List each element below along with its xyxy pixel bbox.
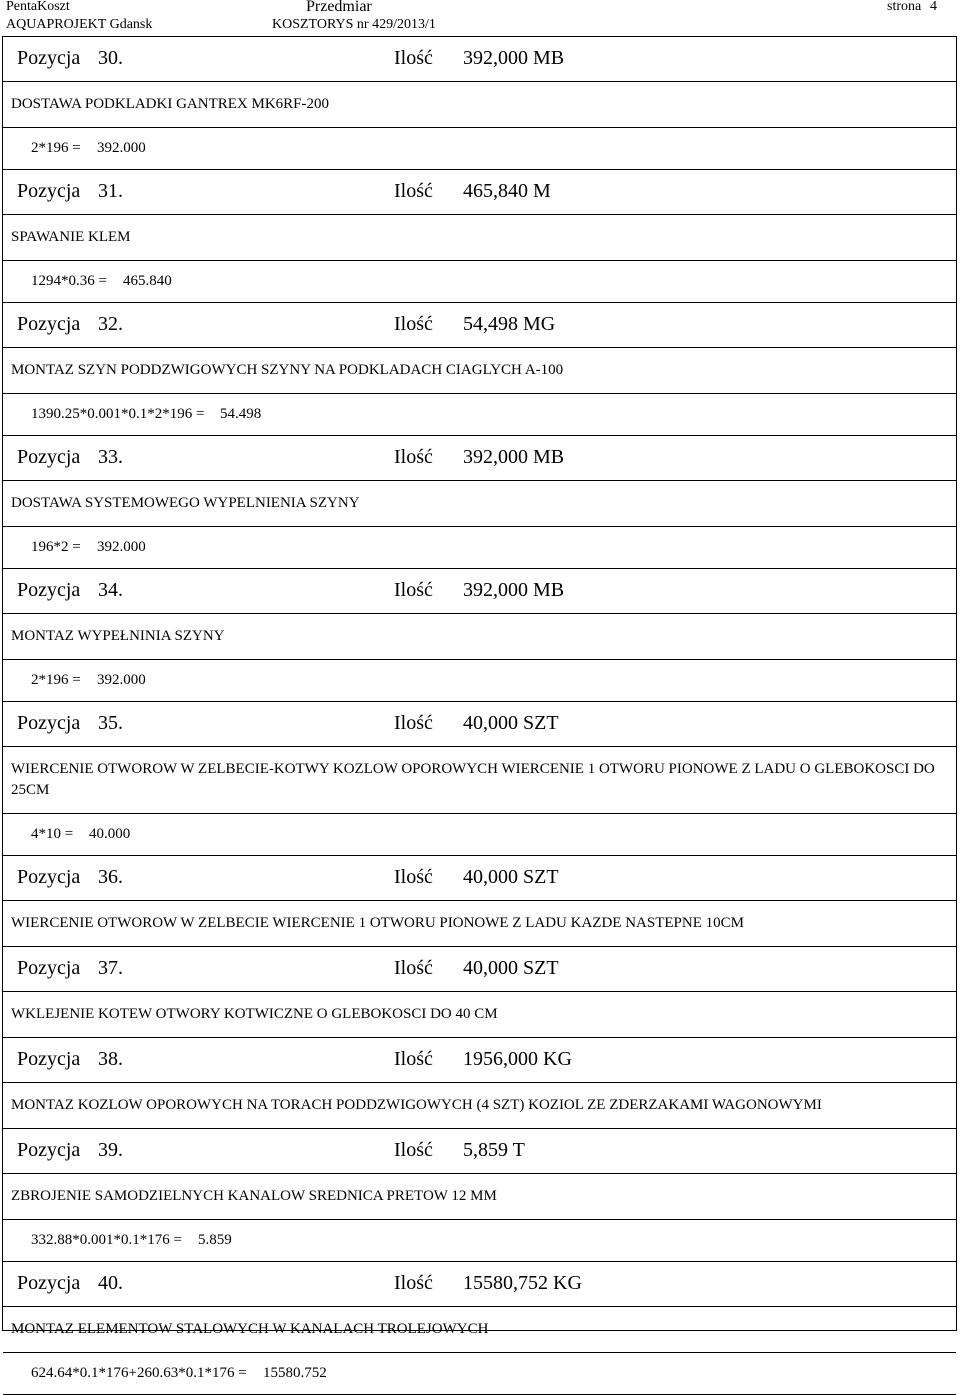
calculation-result: 54.498 — [220, 406, 262, 422]
document-title: Przedmiar — [306, 0, 372, 15]
position-number: 35. — [98, 712, 123, 734]
position-header — [3, 1038, 956, 1083]
position-label: Pozycja — [17, 712, 81, 734]
quantity-label: Ilość — [394, 180, 433, 202]
position-block — [3, 303, 956, 436]
calculation-result: 15580.752 — [263, 1365, 327, 1381]
quantity-label: Ilość — [394, 1139, 433, 1161]
quantity-value: 392,000 MB — [463, 579, 565, 601]
position-label: Pozycja — [17, 47, 81, 69]
position-number: 32. — [98, 313, 123, 335]
calculation-row — [3, 527, 956, 568]
position-block — [3, 947, 956, 1038]
position-label: Pozycja — [17, 1272, 81, 1294]
quantity-label: Ilość — [394, 313, 433, 335]
quantity-label: Ilość — [394, 446, 433, 468]
position-block — [3, 436, 956, 569]
position-description: DOSTAWA SYSTEMOWEGO WYPELNIENIA SZYNY — [3, 481, 956, 527]
position-label: Pozycja — [17, 866, 81, 888]
quantity-label: Ilość — [394, 1048, 433, 1070]
position-number: 31. — [98, 180, 123, 202]
position-block — [3, 702, 956, 856]
position-number: 34. — [98, 579, 123, 601]
position-header — [3, 856, 956, 901]
calculation-expression: 4*10 = — [31, 826, 74, 842]
quantity-value: 392,000 MB — [463, 47, 565, 69]
calculation-expression: 332.88*0.001*0.1*176 = — [31, 1232, 182, 1248]
calculation-expression: 2*196 = — [31, 140, 81, 156]
quantity-label: Ilość — [394, 1272, 433, 1294]
position-description: SPAWANIE KLEM — [3, 215, 956, 261]
position-header — [3, 569, 956, 614]
position-header — [3, 1262, 956, 1307]
calculation-expression: 624.64*0.1*176+260.63*0.1*176 = — [31, 1365, 247, 1381]
position-block — [3, 856, 956, 947]
position-header — [3, 170, 956, 215]
calculation-expression: 1390.25*0.001*0.1*2*196 = — [31, 406, 205, 422]
position-description: WKLEJENIE KOTEW OTWORY KOTWICZNE O GLEBOKOSCI DO 40 CM — [11, 1006, 498, 1022]
calculation-expression: 196*2 = — [31, 539, 81, 555]
position-number: 30. — [98, 47, 123, 69]
page-header — [0, 0, 960, 36]
calculation-result: 392.000 — [97, 539, 146, 555]
position-number: 36. — [98, 866, 123, 888]
position-number: 33. — [98, 446, 123, 468]
quantity-value: 40,000 SZT — [463, 866, 559, 888]
position-header — [3, 1129, 956, 1174]
position-number: 40. — [98, 1272, 123, 1294]
position-description: MONTAZ ELEMENTOW STALOWYCH W KANALACH TROLEJOWYCH — [3, 1307, 956, 1353]
position-block — [3, 1129, 956, 1262]
calculation-row — [3, 1353, 956, 1394]
calculation-result: 5.859 — [198, 1232, 232, 1248]
position-label: Pozycja — [17, 446, 81, 468]
calculation-row — [3, 128, 956, 169]
quantity-value: 40,000 SZT — [463, 957, 559, 979]
position-header — [3, 436, 956, 481]
page-number: 4 — [930, 0, 937, 14]
position-label: Pozycja — [17, 313, 81, 335]
position-description: WIERCENIE OTWOROW W ZELBECIE WIERCENIE 1 OTWORU PIONOWE Z LADU KAZDE NASTEPNE 10CM — [11, 915, 744, 931]
quantity-value: 392,000 MB — [463, 446, 565, 468]
position-label: Pozycja — [17, 180, 81, 202]
calculation-expression: 1294*0.36 = — [31, 273, 107, 289]
position-number: 38. — [98, 1048, 123, 1070]
calculation-expression: 2*196 = — [31, 672, 81, 688]
position-description: MONTAZ KOZLOW OPOROWYCH NA TORACH PODDZWIGOWYCH (4 SZT) KOZIOL ZE ZDERZAKAMI WAGONOWYMI — [11, 1097, 822, 1113]
quantity-value: 15580,752 KG — [463, 1272, 582, 1294]
quantity-value: 465,840 M — [463, 180, 551, 202]
calculation-result: 392.000 — [97, 672, 146, 688]
position-block — [3, 37, 956, 170]
quantity-label: Ilość — [394, 579, 433, 601]
quantity-label: Ilość — [394, 47, 433, 69]
quantity-value: 40,000 SZT — [463, 712, 559, 734]
calculation-result: 392.000 — [97, 140, 146, 156]
calculation-row — [3, 261, 956, 302]
position-number: 37. — [98, 957, 123, 979]
position-description: DOSTAWA PODKLADKI GANTREX MK6RF-200 — [3, 82, 956, 128]
page-label: strona — [887, 0, 922, 14]
position-block — [3, 1038, 956, 1129]
position-label: Pozycja — [17, 1048, 81, 1070]
calculation-result: 40.000 — [89, 826, 131, 842]
program-name: PentaKoszt — [6, 0, 70, 14]
calculation-result: 465.840 — [123, 273, 172, 289]
quantity-label: Ilość — [394, 957, 433, 979]
position-description: WIERCENIE OTWOROW W ZELBECIE-KOTWY KOZLOW OPOROWYCH WIERCENIE 1 OTWORU PIONOWE Z LADU O GLEBOKOSCI DO 25CM — [3, 747, 956, 814]
estimate-number: KOSZTORYS nr 429/2013/1 — [272, 17, 436, 32]
position-label: Pozycja — [17, 957, 81, 979]
position-description: MONTAZ SZYN PODDZWIGOWYCH SZYNY NA PODKLADACH CIAGLYCH A-100 — [3, 348, 956, 394]
quantity-label: Ilość — [394, 712, 433, 734]
position-header — [3, 37, 956, 82]
position-header — [3, 702, 956, 747]
position-label: Pozycja — [17, 1139, 81, 1161]
calculation-row — [3, 394, 956, 435]
quantity-value: 1956,000 KG — [463, 1048, 572, 1070]
position-block — [3, 170, 956, 303]
calculation-row — [3, 814, 956, 855]
position-number: 39. — [98, 1139, 123, 1161]
position-block — [3, 569, 956, 702]
calculation-row — [3, 1220, 956, 1261]
position-block — [3, 1262, 956, 1395]
quantity-value: 5,859 T — [463, 1139, 525, 1161]
position-description: ZBROJENIE SAMODZIELNYCH KANALOW SREDNICA PRETOW 12 MM — [3, 1174, 956, 1220]
position-label: Pozycja — [17, 579, 81, 601]
position-header — [3, 303, 956, 348]
position-description: MONTAZ WYPEŁNINIA SZYNY — [3, 614, 956, 660]
quantity-label: Ilość — [394, 866, 433, 888]
quantity-value: 54,498 MG — [463, 313, 556, 335]
company-name: AQUAPROJEKT Gdansk — [6, 17, 153, 32]
position-header — [3, 947, 956, 992]
calculation-row — [3, 660, 956, 701]
positions-table — [2, 36, 957, 1381]
